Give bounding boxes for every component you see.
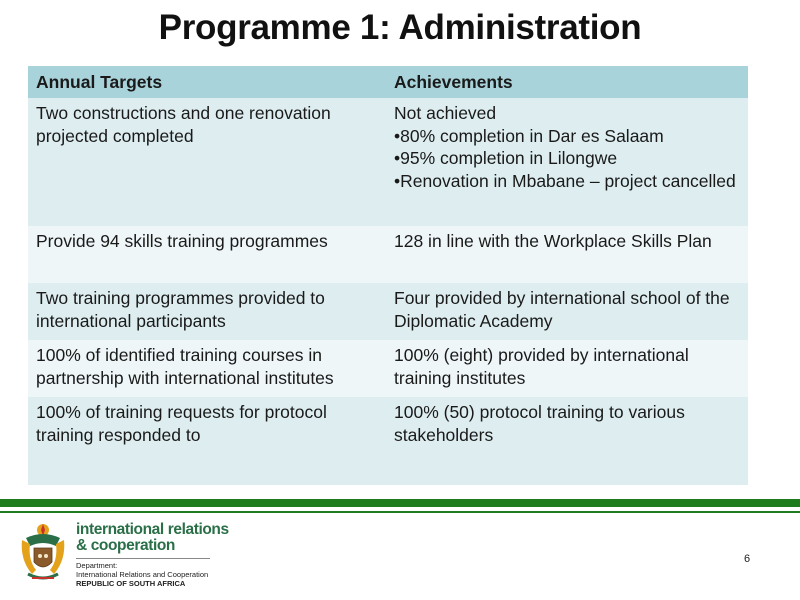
achievement-cell: Four provided by international school of the Diplomatic Academy bbox=[386, 283, 748, 340]
bullet-item: • 80% completion in Dar es Salaam bbox=[394, 125, 740, 148]
dept-label: Department: bbox=[76, 561, 118, 570]
slide-title: Programme 1: Administration bbox=[158, 8, 642, 47]
page-number: 6 bbox=[744, 553, 751, 565]
bullet-item: • 95% completion in Lilongwe bbox=[394, 147, 740, 170]
header-achievements: Achievements bbox=[386, 66, 748, 98]
achievement-cell bbox=[386, 98, 748, 226]
target-cell: Provide 94 skills training programmes bbox=[28, 226, 386, 283]
header-annual-targets: Annual Targets bbox=[28, 66, 386, 98]
table-row bbox=[28, 226, 748, 283]
table-row bbox=[28, 98, 748, 226]
table-row bbox=[28, 283, 748, 340]
dept-country: REPUBLIC OF SOUTH AFRICA bbox=[76, 579, 186, 588]
target-cell: Two constructions and one renovation projected completed bbox=[28, 98, 386, 226]
achievement-cell: 100% (50) protocol training to various stakeholders bbox=[386, 397, 748, 485]
targets-table bbox=[28, 66, 748, 485]
table-row bbox=[28, 397, 748, 485]
table-header-row bbox=[28, 66, 748, 98]
coat-of-arms-icon bbox=[18, 520, 68, 584]
achievement-cell: 100% (eight) provided by international training institutes bbox=[386, 340, 748, 397]
target-cell: 100% of identified training courses in partnership with international institutes bbox=[28, 340, 386, 397]
footer-divider-bar bbox=[0, 499, 800, 507]
bullet-item: • Renovation in Mbabane – project cancelled bbox=[394, 170, 740, 193]
table-row bbox=[28, 340, 748, 397]
achievement-text: Not achieved bbox=[394, 103, 497, 123]
achievement-cell: 128 in line with the Workplace Skills Plan bbox=[386, 226, 748, 283]
dept-name: International Relations and Cooperation bbox=[76, 570, 209, 579]
brand-rule bbox=[76, 558, 210, 559]
department-brand bbox=[76, 522, 229, 588]
target-cell: Two training programmes provided to international participants bbox=[28, 283, 386, 340]
brand-line-1: international relations bbox=[76, 521, 229, 538]
achievement-bullets bbox=[394, 125, 740, 193]
footer-divider-line bbox=[0, 511, 800, 513]
brand-line-2: & cooperation bbox=[76, 537, 176, 554]
target-cell: 100% of training requests for protocol training responded to bbox=[28, 397, 386, 485]
